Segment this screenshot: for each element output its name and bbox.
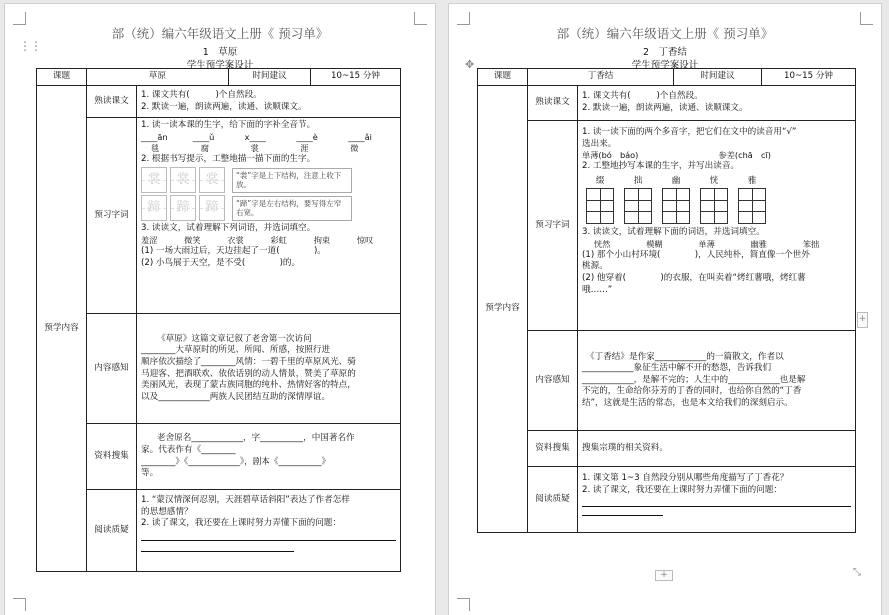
answer-line[interactable]: [141, 530, 396, 541]
paragraph-line: 老舍原名____________，字__________，中国著名作: [157, 433, 355, 444]
paragraph-line: ________大草原时的所见、所闻、所感，按照行进: [141, 345, 331, 356]
topic-value: 丁香结: [528, 69, 674, 86]
writing-box[interactable]: [738, 188, 766, 224]
word: 模糊: [646, 238, 663, 249]
char-row: [141, 143, 396, 154]
pinyin-blank[interactable]: ____ān: [141, 131, 168, 142]
polyphone[interactable]: 单薄(bó báo): [582, 150, 639, 161]
fill-sentence: (1) 那个小山村环境( )，人民纯朴，简直像一个世外: [582, 249, 810, 260]
word-list: [582, 239, 851, 250]
char: 缀: [595, 174, 605, 185]
row-label-info: 资料搜集: [87, 424, 137, 490]
task-text: 3. 读读文，试着理解下列词语，并选词填空。: [141, 223, 316, 234]
feel-cell: [137, 314, 401, 424]
lesson-title: 2 丁香结: [642, 47, 688, 58]
words-cell: [578, 121, 856, 331]
words-cell: [137, 118, 401, 314]
row-label-ask: 阅读质疑: [87, 490, 137, 572]
question-line: 2. 读了课文，我还要在上课时努力弄懂下面的问题：: [141, 518, 341, 529]
page-title: 部（统）编六年级语文上册《 预习单》: [111, 26, 329, 41]
word: 幽雅: [750, 238, 767, 249]
writing-box[interactable]: [662, 188, 690, 224]
paragraph-line: 顺序依次描绘了________风情：一碧千里的草原风光、骑: [141, 356, 356, 367]
paragraph-line: ____________，是解不完的；人生中的____________也是解: [582, 374, 806, 385]
word: 笨拙: [802, 238, 820, 249]
task-text: 2. 根据书写提示，工整地描一描下面的生字。: [141, 153, 316, 164]
char: 幽: [671, 174, 681, 185]
answer-line[interactable]: [582, 507, 663, 516]
info-cell: [137, 424, 401, 490]
writing-box[interactable]: [586, 188, 614, 224]
row-label-read: 熟读课文: [87, 86, 137, 118]
move-handle-icon[interactable]: ✥: [465, 58, 475, 71]
paragraph-line: 搜集宗璞的相关资料。: [582, 442, 668, 453]
word: 衣裳: [227, 234, 244, 245]
fill-sentence: (2) 他穿着( )的衣服，在叫卖着“烤红薯哦，烤红薯: [582, 273, 806, 284]
writing-box[interactable]: [624, 188, 652, 224]
char: 涯: [300, 142, 309, 153]
pinyin-blank[interactable]: ____ǎi: [348, 131, 372, 142]
copy-column: [738, 175, 766, 224]
trace-row: [141, 167, 396, 193]
word-list: [141, 235, 396, 246]
trace-box[interactable]: 蹄: [141, 195, 167, 221]
time-value: 10~15 分钟: [311, 69, 401, 86]
task-text: 3. 读读文，试着理解下面的词语，并选词填空。: [582, 227, 765, 238]
add-row-icon[interactable]: +: [655, 570, 673, 581]
table-row: [37, 314, 401, 424]
question-line: 1. 课文第 1~3 自然段分别从哪些角度描写了丁香花？: [582, 473, 789, 483]
paragraph-line: ____________象征生活中解不开的愁怨，告诉我们: [582, 363, 772, 374]
paragraph-line: 家。代表作有《________: [141, 444, 236, 455]
paragraph-line: 《草原》这篇文章记叙了老舍第一次访问: [157, 333, 312, 344]
word: 恍然: [594, 238, 611, 249]
question-line: 2. 读了课文，我还要在上课时努力弄懂下面的问题：: [582, 484, 782, 495]
pinyin-blank[interactable]: ____è: [296, 131, 318, 142]
copy-grid: [582, 175, 851, 224]
writing-hint: “蹄”字是左右结构，要写得左窄右宽。: [232, 196, 352, 222]
preview-table: [477, 68, 856, 533]
paragraph-line: 以及____________两族人民团结互助的深情厚谊。: [141, 391, 331, 402]
char: 恍: [709, 174, 719, 185]
read-line: 1. 课文共有( )个自然段。: [141, 89, 262, 100]
lesson-title: 1 草原: [202, 47, 238, 58]
paragraph-line: 美丽风光，表现了蒙古族同胞的纯朴、热情好客的特点，: [141, 380, 356, 391]
row-label-ask: 阅读质疑: [528, 467, 578, 533]
pinyin-row: [141, 132, 396, 143]
paragraph-line: 等。: [141, 468, 159, 479]
word: 单薄: [698, 238, 715, 249]
table-row: [37, 424, 401, 490]
trace-box[interactable]: 蹄: [199, 195, 225, 221]
char: 裳: [250, 142, 259, 153]
polyphone-row: [582, 150, 851, 161]
char: 腐: [200, 142, 209, 153]
word: 彩虹: [270, 234, 287, 245]
paragraph-line: 结”，这就是生活的常态，也是本文给我们的深刻启示。: [582, 397, 793, 408]
time-label: 时间建议: [674, 69, 762, 86]
ask-cell: [137, 490, 401, 572]
add-column-icon[interactable]: +: [857, 312, 868, 328]
table-row: [478, 331, 856, 431]
table-row: [478, 467, 856, 533]
question-line: 的思想感情？: [141, 506, 193, 517]
group-label: 预学内容: [37, 86, 87, 572]
document-page-2: [449, 4, 881, 615]
table-row: [37, 490, 401, 572]
answer-line[interactable]: [141, 541, 294, 552]
paragraph-line: 不完的，生命给你芬芳的丁香的同时，也给你自然的“丁香: [582, 386, 802, 397]
read-line: 2. 默读一遍，朗读两遍，读通、读顺课文。: [141, 101, 307, 112]
fill-sentence: (1) 一场大雨过后，天边挂起了一道( )。: [141, 245, 326, 256]
task-text: 2. 工整地抄写本课的生字，并写出读音。: [582, 161, 740, 172]
ask-cell: [578, 467, 856, 533]
page-corner-mark: [13, 598, 26, 611]
paragraph-line: 马迎客、把酒联欢、依依话别的动人情景，赞美了草原的: [141, 368, 356, 379]
topic-label: 课题: [37, 69, 87, 86]
design-title: 学生预学案设计: [186, 60, 254, 71]
time-label: 时间建议: [229, 69, 311, 86]
copy-column: [586, 175, 614, 224]
row-label-info: 资料搜集: [528, 431, 578, 467]
info-cell: [578, 431, 856, 467]
read-cell: [137, 86, 401, 118]
word: 惊叹: [356, 234, 374, 245]
fill-sentence: 哦……”: [582, 284, 613, 295]
fill-sentence: 桃源。: [582, 261, 608, 272]
task-text: 选出来。: [582, 138, 617, 149]
task-text: 1. 读一读下面的两个多音字，把它们在文中的读音用“√”: [582, 127, 797, 137]
trace-box[interactable]: 裳: [199, 167, 225, 193]
task-text: 1. 读一读本课的生字，给下面的字补全音节。: [141, 120, 316, 130]
row-label-feel: 内容感知: [87, 314, 137, 424]
table-row: [37, 86, 401, 118]
page-corner-mark: [457, 598, 470, 611]
copy-column: [700, 175, 728, 224]
read-line: 1. 课文共有( )个自然段。: [582, 91, 703, 102]
document-page-1: [5, 4, 435, 615]
page-title: 部（统）编六年级语文上册《 预习单》: [556, 26, 774, 41]
polyphone[interactable]: 参差(chā cī): [718, 150, 771, 161]
table-row: [478, 121, 856, 331]
table-header-row: [478, 69, 856, 86]
table-row: [478, 86, 856, 121]
pinyin-blank[interactable]: ____ǔ: [192, 131, 215, 142]
trace-box[interactable]: 蹄: [170, 195, 196, 221]
trace-row: [141, 195, 396, 221]
word: 羞涩: [141, 234, 158, 245]
copy-column: [662, 175, 690, 224]
feel-cell: [578, 331, 856, 431]
topic-value: 草原: [87, 69, 229, 86]
char: 微: [350, 142, 359, 153]
row-label-read: 熟读课文: [528, 86, 578, 121]
char: 雅: [747, 174, 757, 185]
paragraph-line: 《丁香结》是作家____________的一篇散文，作者以: [586, 351, 784, 362]
table-row: [478, 431, 856, 467]
word: 拘束: [313, 234, 331, 245]
char: 拙: [633, 174, 643, 185]
copy-column: [624, 175, 652, 224]
row-label-words: 预习字词: [528, 121, 578, 331]
table-header-row: [37, 69, 401, 86]
pinyin-blank[interactable]: x____: [244, 131, 266, 142]
writing-hint: “裳”字是上下结构，注意上收下放。: [232, 168, 352, 194]
paragraph-line: ________》《____________》，剧本《__________》: [141, 456, 331, 467]
answer-line[interactable]: [582, 496, 851, 507]
table-row: [37, 118, 401, 314]
row-label-feel: 内容感知: [528, 331, 578, 431]
writing-box[interactable]: [700, 188, 728, 224]
time-value: 10~15 分钟: [762, 69, 856, 86]
word: 微笑: [184, 234, 201, 245]
fill-sentence: (2) 小鸟展于天空，是不受( )的。: [141, 257, 301, 268]
preview-table: [36, 68, 401, 572]
trace-box[interactable]: 裳: [141, 167, 167, 193]
group-label: 预学内容: [478, 86, 528, 533]
read-cell: [578, 86, 856, 121]
trace-box[interactable]: 裳: [170, 167, 196, 193]
resize-handle-icon[interactable]: ⤡: [853, 567, 861, 578]
topic-label: 课题: [478, 69, 528, 86]
question-line: 1. “蒙汉情深何忍别，天涯碧草话斜阳”表达了作者怎样: [141, 495, 350, 505]
drag-handle-icon[interactable]: ⋮⋮: [19, 39, 41, 53]
char: 毯: [151, 142, 160, 153]
design-title: 学生预学案设计: [631, 60, 699, 71]
read-line: 2. 默读一遍，朗读两遍，读通、读顺课文。: [582, 103, 748, 113]
row-label-words: 预习字词: [87, 118, 137, 314]
